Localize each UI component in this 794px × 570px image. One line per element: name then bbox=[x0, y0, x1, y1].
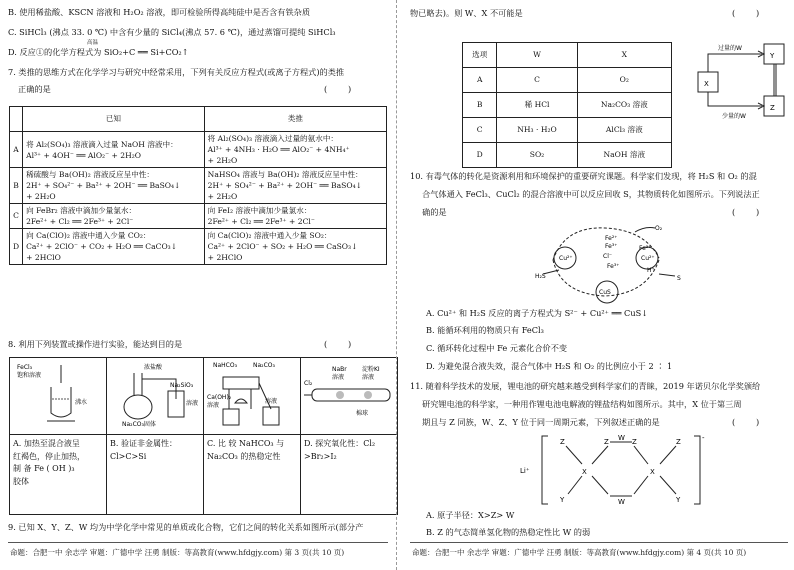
q11-structure-diagram bbox=[520, 432, 710, 508]
q9-header-w: W bbox=[497, 43, 577, 68]
thermal-stability-apparatus-icon bbox=[205, 359, 299, 429]
q7-row-label: C bbox=[10, 204, 23, 229]
q11-label-z3: Z bbox=[632, 438, 637, 446]
q8-d-label-cl2: Cl₂ bbox=[304, 380, 313, 387]
table-row: A C O₂ bbox=[463, 68, 672, 93]
q8-d-label-solution-2: 溶液 bbox=[362, 374, 375, 381]
q10-option-a: A. Cu²⁺ 和 H₂S 反应的离子方程式为 S²⁻ + Cu²⁺ ══ CuS↓ bbox=[426, 308, 649, 318]
q10-label-h2s: H₂S bbox=[535, 273, 546, 280]
oxidation-apparatus-icon bbox=[302, 359, 396, 429]
q8-stem: 8. 利用下列装置或操作进行实验，能达到目的是 bbox=[8, 339, 183, 349]
q8-c-label-caoh2: Ca(OH)₂ bbox=[207, 394, 232, 401]
q9-label-little-w: 少量的W bbox=[722, 113, 746, 120]
q9-stem: 9. 已知 X、Y、Z、W 均为中学化学中常见的单质或化合物，它们之间的转化关系如图所示(部分产 bbox=[8, 522, 364, 532]
q10-label-s: S bbox=[677, 275, 681, 282]
left-footer: 命题：合肥一中 余志学 审题：广德中学 汪勇 制版：等高教育(www.hfdgjy.com) 第 3 页(共 10 页) bbox=[10, 548, 345, 557]
table-row: B 稀 HCl Na₂CO₃ 溶液 bbox=[463, 93, 672, 118]
q8-b-label-na2sio3: Na₂SiO₃ bbox=[170, 382, 194, 389]
q11-label-z2: Z bbox=[604, 438, 609, 446]
table-row bbox=[10, 204, 387, 229]
q8-apparatus-d bbox=[301, 358, 398, 435]
q11-answer-paren: ( ) bbox=[732, 417, 760, 427]
q10-cycle-diagram bbox=[535, 222, 685, 304]
q8-option-d: D. 探究氧化性：Cl₂ >Br₂>I₂ bbox=[301, 435, 398, 515]
table-row bbox=[10, 229, 387, 265]
q9-continuation: 物已略去)。则 W、X 不可能是 bbox=[410, 8, 523, 18]
q7-known-cell: 向 FeBr₂ 溶液中滴加少量氯水： 2Fe²⁺ + Cl₂ ══ 2Fe³⁺ + 2Cl⁻ bbox=[23, 204, 205, 229]
q7-row-label: B bbox=[10, 168, 23, 204]
q8-option-a: A. 加热至混合液呈 红褐色，停止加热， 制 备 Fe ( OH )₃ 胶体 bbox=[10, 435, 107, 515]
q10-label-fe3-top: Fe³⁺ bbox=[605, 243, 618, 250]
q11-option-a: A. 原子半径：X>Z> W bbox=[426, 510, 515, 520]
q6-option-d: D. 反应①的化学方程式为 SiO₂+C ══ Si+CO₂↑ bbox=[8, 47, 189, 57]
q10-label-fe2: Fe²⁺ bbox=[605, 235, 618, 242]
q8-d-label-cotton: 棉球 bbox=[356, 410, 369, 417]
q7-answer-paren: ( ) bbox=[324, 84, 352, 94]
q10-option-c: C. 循环转化过程中 Fe 元素化合价不变 bbox=[426, 343, 568, 353]
acid-strength-apparatus-icon bbox=[108, 359, 202, 429]
q11-label-w1: W bbox=[618, 434, 625, 442]
q10-label-fe3-mid: Fe³⁺ bbox=[607, 263, 620, 270]
q8-d-label-solution-1: 溶液 bbox=[332, 374, 345, 381]
q7-known-cell: 将 Al₂(SO₄)₃ 溶液滴入过量 NaOH 溶液中： Al³⁺ + 4OH⁻ ══ AlO₂⁻ + 2H₂O bbox=[23, 132, 205, 168]
q11-option-b: B. Z 的气态简单氢化物的热稳定性比 W 的弱 bbox=[426, 527, 591, 537]
q10-label-hplus: H⁺ bbox=[647, 267, 655, 274]
q10-stem-line2: 合气体通入 FeCl₃、CuCl₂ 的混合溶液中可以反应回收 S，其物质转化如图所示。下列说法正 bbox=[422, 189, 760, 199]
q8-c-label-na2co3: Na₂CO₃ bbox=[253, 362, 275, 369]
q11-label-y1: Y bbox=[560, 496, 565, 504]
q11-label-minus: - bbox=[702, 434, 705, 442]
q7-stem-line2: 正确的是 bbox=[18, 84, 51, 94]
q11-stem-line2: 研究锂电池的科学家，一种用作锂电池电解液的锂盐结构如图所示。其中，X 位于第三周 bbox=[422, 399, 742, 409]
q11-label-x2: X bbox=[650, 468, 655, 476]
q8-d-label-starch-ki: 淀粉KI bbox=[362, 366, 380, 373]
q7-header-blank bbox=[10, 107, 23, 132]
q7-row-label: D bbox=[10, 229, 23, 265]
q10-stem-line3: 确的是 bbox=[422, 207, 447, 217]
q10-label-cus: CuS bbox=[599, 289, 611, 296]
q10-stem-line1: 10. 有毒气体的转化是资源利用和环境保护的重要研究课题。科学家们发现，将 H₂S 和 O₂ 的混 bbox=[410, 171, 757, 181]
q8-b-label-hcl: 浓盐酸 bbox=[144, 364, 163, 371]
q9-box-z: Z bbox=[770, 104, 775, 112]
q8-c-label-solution-1: 溶液 bbox=[207, 402, 220, 409]
q8-c-label-nahco3: NaHCO₃ bbox=[213, 362, 237, 369]
q10-label-cu: Cu²⁺ bbox=[559, 255, 573, 262]
q10-option-d: D. 为避免混合液失效，混合气体中 H₂S 和 O₂ 的比例应小于 2 ∶ 1 bbox=[426, 361, 673, 371]
q10-label-cu-right: Cu²⁺ bbox=[641, 255, 655, 262]
q8-option-c: C. 比 较 NaHCO₃ 与 Na₂CO₃ 的热稳定性 bbox=[204, 435, 301, 515]
q8-c-label-solution-2: 溶液 bbox=[265, 398, 278, 405]
footer-rule-right bbox=[410, 542, 788, 543]
q11-stem-line1: 11. 随着科学技术的发展，锂电池的研究越来越受到科学家们的青睐，2019 年诺贝尔化学奖颁给 bbox=[410, 381, 761, 391]
footer-rule bbox=[8, 542, 388, 543]
q8-d-label-nabr: NaBr bbox=[332, 366, 347, 373]
q7-row-label: A bbox=[10, 132, 23, 168]
q11-label-w2: W bbox=[618, 498, 625, 506]
q8-apparatus-a bbox=[10, 358, 107, 435]
q11-stem-line3: 期且与 Z 同族，W、Z、Y 位于同一周期元素，下列叙述正确的是 bbox=[422, 417, 660, 427]
q11-label-z1: Z bbox=[560, 438, 565, 446]
q6-option-d-condition: 高温 bbox=[87, 40, 99, 46]
q10-label-fe-right: Fe²⁺ bbox=[639, 245, 652, 252]
q8-a-label-fecl3: FeCl₃ bbox=[17, 364, 33, 371]
q10-option-b: B. 能循环利用的物质只有 FeCl₃ bbox=[426, 325, 544, 335]
q7-table bbox=[9, 106, 387, 265]
right-footer: 命题：合肥一中 余志学 审题：广德中学 汪勇 制版：等高教育(www.hfdgjy.com) 第 4 页(共 10 页) bbox=[412, 548, 747, 557]
q7-known-cell: 向 Ca(ClO)₂ 溶液中通入少量 CO₂： Ca²⁺ + 2ClO⁻ + CO₂ + H₂O ══ CaCO₃↓ + 2HClO bbox=[23, 229, 205, 265]
q9-table bbox=[462, 42, 672, 168]
q7-header-known: 已知 bbox=[23, 107, 205, 132]
q9-answer-paren: ( ) bbox=[732, 8, 760, 18]
q8-answer-paren: ( ) bbox=[324, 339, 352, 349]
q7-stem-line1: 7. 类推的思维方式在化学学习与研究中经常采用，下列有关反应方程式(或离子方程式)的类推 bbox=[8, 67, 345, 77]
q7-known-cell: 稀硫酸与 Ba(OH)₂ 溶液反应呈中性： 2H⁺ + SO₄²⁻ + Ba²⁺ + 2OH⁻ ══ BaSO₄↓ + 2H₂O bbox=[23, 168, 205, 204]
q7-header-analog: 类推 bbox=[204, 107, 386, 132]
q9-header-x: X bbox=[577, 43, 671, 68]
q11-label-z4: Z bbox=[676, 438, 681, 446]
table-row bbox=[10, 132, 387, 168]
table-row: D SO₂ NaOH 溶液 bbox=[463, 143, 672, 168]
q8-apparatus-c bbox=[204, 358, 301, 435]
q9-box-x: X bbox=[704, 80, 709, 88]
q8-a-label-saturated: 饱和溶液 bbox=[17, 372, 42, 379]
q8-a-label-boiling-water: 沸水 bbox=[75, 399, 88, 406]
q7-analog-cell: NaHSO₄ 溶液与 Ba(OH)₂ 溶液反应呈中性： 2H⁺ + SO₄²⁻ + Ba²⁺ + 2OH⁻ ══ BaSO₄↓ + 2H₂O bbox=[204, 168, 386, 204]
q11-label-x1: X bbox=[582, 468, 587, 476]
table-row bbox=[10, 168, 387, 204]
q10-label-o2: O₂ bbox=[655, 225, 663, 232]
colloid-apparatus-icon bbox=[11, 359, 105, 429]
page-divider bbox=[396, 0, 397, 570]
q7-analog-cell: 将 Al₂(SO₄)₃ 溶液滴入过量的氨水中： Al³⁺ + 4NH₃ · H₂O ══ AlO₂⁻ + 4NH₄⁺ + 2H₂O bbox=[204, 132, 386, 168]
q10-label-cl: Cl⁻ bbox=[603, 253, 613, 260]
q10-answer-paren: ( ) bbox=[732, 207, 760, 217]
q8-apparatus-b bbox=[107, 358, 204, 435]
q6-option-c: C. SiHCl₃ (沸点 33. 0 ℃) 中含有少量的 SiCl₄(沸点 57. 6 ℃)，通过蒸馏可提纯 SiHCl₃ bbox=[8, 27, 336, 37]
q8-b-label-solution: 溶液 bbox=[186, 400, 199, 407]
q11-label-li: Li⁺ bbox=[520, 467, 530, 475]
q7-analog-cell: 向 FeI₂ 溶液中滴加少量氯水： 2Fe²⁺ + Cl₂ ══ 2Fe³⁺ + 2Cl⁻ bbox=[204, 204, 386, 229]
q8-table bbox=[9, 357, 398, 515]
q11-label-y2: Y bbox=[676, 496, 681, 504]
q8-option-b: B. 验证非金属性： Cl>C>Si bbox=[107, 435, 204, 515]
q7-analog-cell: 向 Ca(ClO)₂ 溶液中通入少量 SO₂： Ca²⁺ + 2ClO⁻ + SO₂ + H₂O ══ CaSO₃↓ + 2HClO bbox=[204, 229, 386, 265]
table-row: C NH₃ · H₂O AlCl₃ 溶液 bbox=[463, 118, 672, 143]
q8-b-label-na2co3: Na₂CO₃固体 bbox=[122, 421, 156, 428]
q9-box-y: Y bbox=[770, 52, 775, 60]
q9-label-excess-w: 过量的W bbox=[718, 45, 742, 52]
q9-header-option: 选项 bbox=[463, 43, 497, 68]
left-page bbox=[0, 0, 390, 570]
q6-option-b: B. 使用稀盐酸、KSCN 溶液和 H₂O₂ 溶液，即可检验所得高纯硅中是否含有铁杂质 bbox=[8, 7, 311, 17]
q9-conversion-diagram bbox=[688, 36, 792, 124]
